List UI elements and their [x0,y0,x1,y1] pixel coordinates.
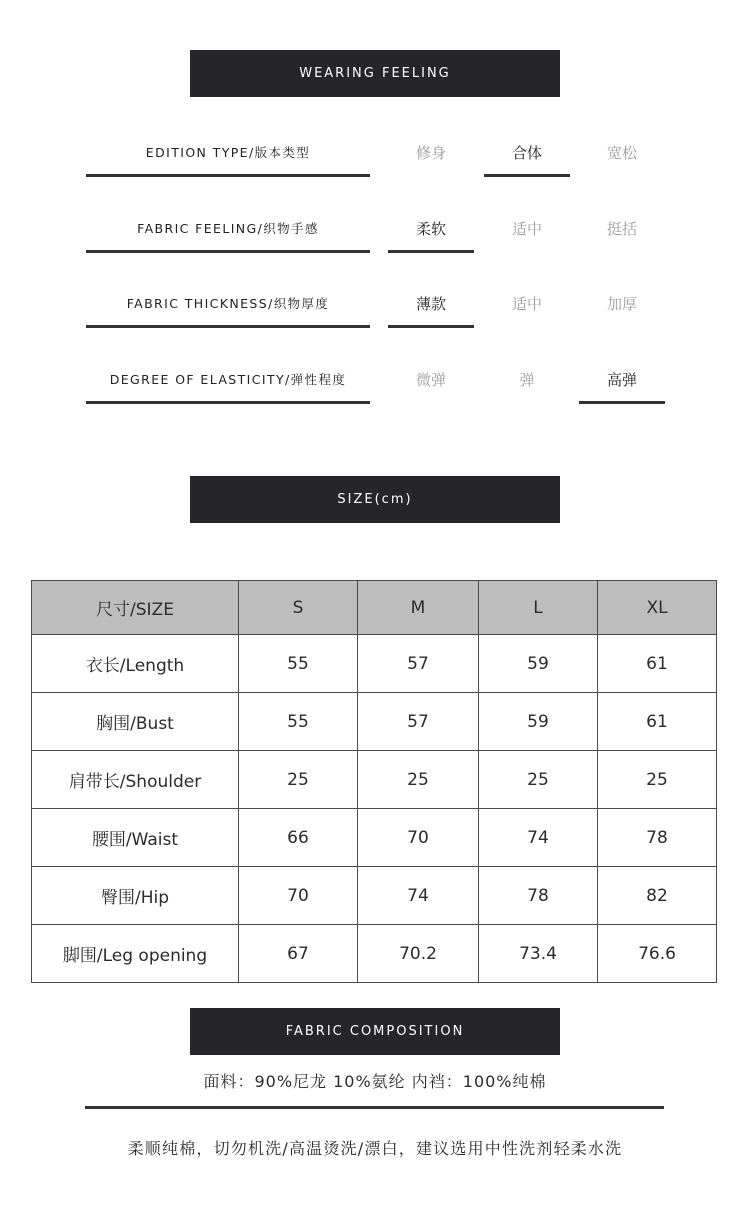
size-banner [190,476,560,523]
feel-option: 修身 [415,143,446,162]
table-row [32,751,717,809]
feel-option: 适中 [511,294,542,313]
feel-option-selected: 高弹 [579,354,665,404]
feel-label: EDITION TYPE/版本类型 [145,145,311,160]
size-header-cell: 尺寸/SIZE [32,581,239,635]
feel-option: 适中 [511,219,542,238]
size-value: 70.2 [358,925,479,983]
measurement-label: 脚围/Leg opening [32,925,239,983]
size-value: 66 [239,809,358,867]
measurement-label: 胸围/Bust [32,693,239,751]
feel-label: FABRIC THICKNESS/织物厚度 [126,296,330,311]
size-header-cell: L [479,581,598,635]
size-value: 61 [598,693,717,751]
size-value: 78 [479,867,598,925]
wearing-feeling-banner [190,50,560,97]
fabric-composition-banner [190,1008,560,1055]
size-value: 67 [239,925,358,983]
section-title: WEARING FEELING [299,66,451,81]
care-instructions: 柔顺纯棉，切勿机洗/高温烫洗/漂白，建议选用中性洗剂轻柔水洗 [127,1139,623,1158]
size-value: 73.4 [479,925,598,983]
feel-option: 挺括 [606,219,637,238]
size-value: 70 [239,867,358,925]
size-value: 78 [598,809,717,867]
size-value: 25 [239,751,358,809]
feel-row [86,203,666,253]
feel-option-selected: 合体 [484,127,570,177]
divider [85,1106,664,1109]
size-header-cell: M [358,581,479,635]
size-value: 55 [239,635,358,693]
size-table [31,580,717,983]
section-title: FABRIC COMPOSITION [285,1024,465,1039]
size-value: 76.6 [598,925,717,983]
feel-row [86,354,666,404]
feel-label: DEGREE OF ELASTICITY/弹性程度 [109,372,347,387]
size-header-cell: S [239,581,358,635]
table-row [32,693,717,751]
feel-underline [86,250,370,253]
size-value: 55 [239,693,358,751]
size-value: 57 [358,693,479,751]
section-title: SIZE(cm) [337,492,413,507]
size-value: 59 [479,693,598,751]
size-value: 70 [358,809,479,867]
size-value: 25 [598,751,717,809]
table-row [32,635,717,693]
feel-row [86,127,666,177]
size-value: 59 [479,635,598,693]
size-value: 74 [358,867,479,925]
measurement-label: 肩带长/Shoulder [32,751,239,809]
feel-option: 弹 [519,370,535,389]
feel-option: 微弹 [415,370,446,389]
size-table-header [32,581,717,635]
feel-option: 宽松 [606,143,637,162]
feel-row [86,278,666,328]
feel-option-selected: 薄款 [388,278,474,328]
size-value: 82 [598,867,717,925]
feel-underline [86,325,370,328]
feel-option: 加厚 [606,294,637,313]
size-value: 74 [479,809,598,867]
size-value: 61 [598,635,717,693]
measurement-label: 臀围/Hip [32,867,239,925]
measurement-label: 衣长/Length [32,635,239,693]
fabric-composition-text: 面料：90%尼龙 10%氨纶 内裆：100%纯棉 [203,1072,547,1091]
table-row [32,925,717,983]
table-row [32,867,717,925]
size-value: 25 [479,751,598,809]
size-value: 57 [358,635,479,693]
table-row [32,809,717,867]
feel-underline [86,174,370,177]
measurement-label: 腰围/Waist [32,809,239,867]
feel-option-selected: 柔软 [388,203,474,253]
size-header-cell: XL [598,581,717,635]
feel-label: FABRIC FEELING/织物手感 [137,221,319,236]
size-table-body [32,635,717,983]
size-value: 25 [358,751,479,809]
feel-underline [86,401,370,404]
